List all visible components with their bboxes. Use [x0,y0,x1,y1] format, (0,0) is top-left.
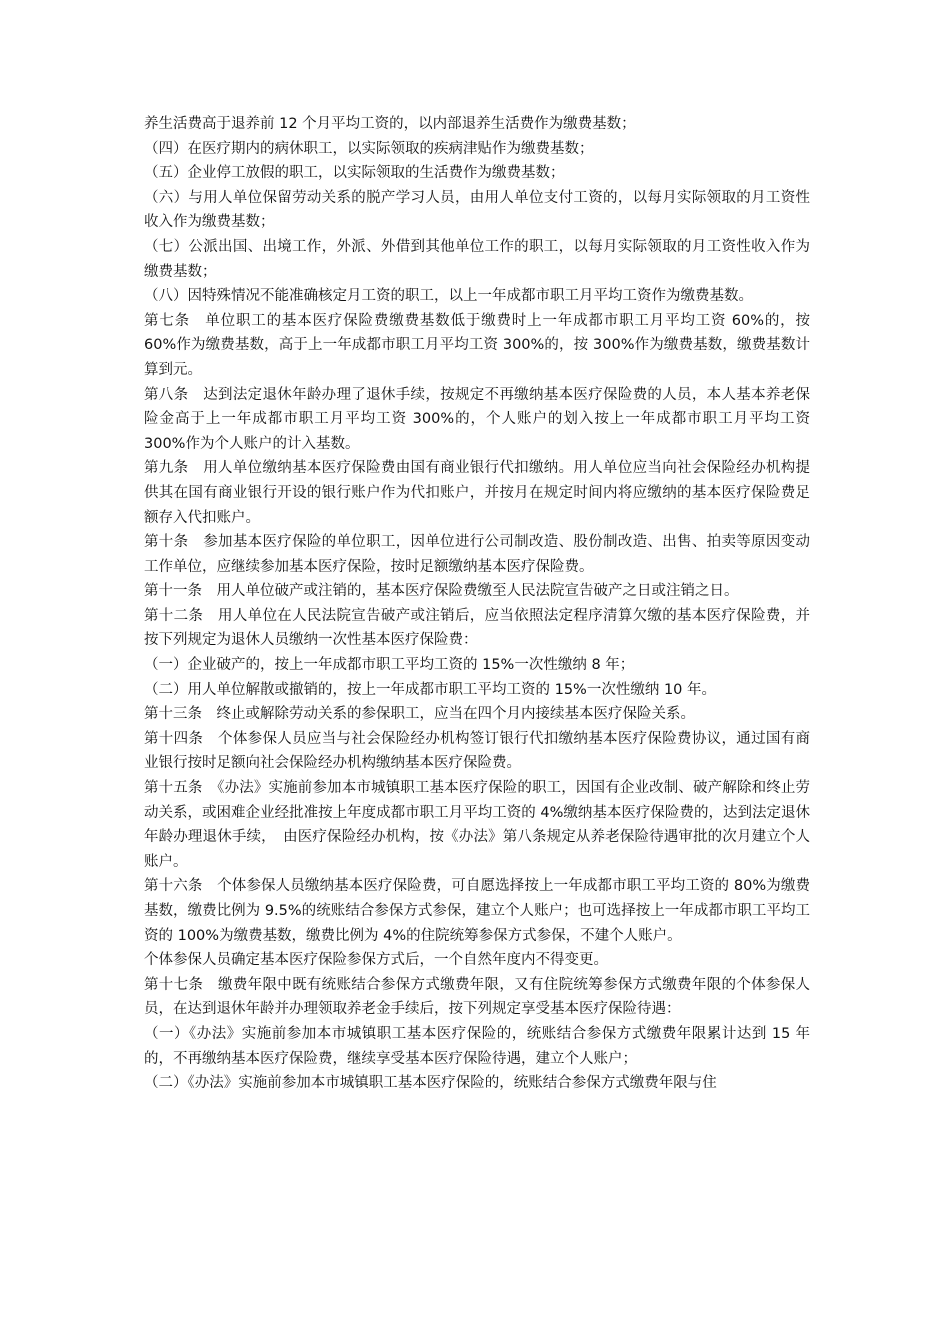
paragraph-item-5: （五）企业停工放假的职工，以实际领取的生活费作为缴费基数； [144,165,565,182]
paragraph-continuation: 养生活费高于退养前 12 个月平均工资的，以内部退养生活费作为缴费基数； [144,116,636,132]
article-15: 第十五条 《办法》实施前参加本市城镇职工基本医疗保险的职工，因国有企业改制、破产解除和终止劳动关系，或困难企业经批准按上年度成都市职工月平均工资的 4%缴纳基本医疗保险费的，达到法定退休年龄办理退休手续， 由医疗保险经办机构，按《办法》第八条规定从养老保险待遇审批的次月建立个人账户。 [144,780,810,870]
article-13: 第十三条 终止或解除劳动关系的参保职工，应当在四个月内接续基本医疗保险关系。 [144,706,695,723]
article-17-item-1: （一）《办法》实施前参加本市城镇职工基本医疗保险的，统账结合参保方式缴费年限累计达到 15 年的，不再缴纳基本医疗保险费，继续享受基本医疗保险待遇，建立个人账户； [144,1025,810,1067]
article-12-item-2: （二）用人单位解散或撤销的，按上一年成都市职工平均工资的 15%一次性缴纳 10 年。 [144,681,717,698]
paragraph-item-6: （六）与用人单位保留劳动关系的脱产学习人员，由用人单位支付工资的，以每月实际领取的月工资性收入作为缴费基数； [144,189,810,231]
article-7: 第七条 单位职工的基本医疗保险费缴费基数低于缴费时上一年成都市职工月平均工资 60%的，按 60%作为缴费基数，高于上一年成都市职工月平均工资 300%的，按 300%作为缴费基数，缴费基数计算到元。 [144,312,810,378]
document-body [144,112,810,1096]
article-12-item-1: （一）企业破产的，按上一年成都市职工平均工资的 15%一次性缴纳 8 年； [144,657,635,674]
paragraph-item-8: （八）因特殊情况不能准确核定月工资的职工，以上一年成都市职工月平均工资作为缴费基数。 [144,288,753,305]
article-16: 第十六条 个体参保人员缴纳基本医疗保险费，可自愿选择按上一年成都市职工平均工资的 80%为缴费基数，缴费比例为 9.5%的统账结合参保方式参保，建立个人账户；也可选择按上一年成都市职工平均工资的 100%为缴费基数，缴费比例为 4%的住院统筹参保方式参保，不建个人账户。 [144,878,810,944]
article-17-item-2: （二）《办法》实施前参加本市城镇职工基本医疗保险的，统账结合参保方式缴费年限与住 [144,1075,717,1092]
article-11: 第十一条 用人单位破产或注销的，基本医疗保险费缴至人民法院宣告破产之日或注销之日。 [144,583,739,600]
article-12: 第十二条 用人单位在人民法院宣告破产或注销后，应当依照法定程序清算欠缴的基本医疗保险费，并按下列规定为退休人员缴纳一次性基本医疗保险费： [144,607,810,649]
paragraph-item-7: （七）公派出国、出境工作，外派、外借到其他单位工作的职工，以每月实际领取的月工资性收入作为缴费基数； [144,238,810,280]
article-8: 第八条 达到法定退休年龄办理了退休手续，按规定不再缴纳基本医疗保险费的人员，本人基本养老保险金高于上一年成都市职工月平均工资 300%的，个人账户的划入按上一年成都市职工月平均工资 300%作为个人账户的计入基数。 [144,386,810,452]
article-10: 第十条 参加基本医疗保险的单位职工，因单位进行公司制改造、股份制改造、出售、拍卖等原因变动工作单位，应继续参加基本医疗保险，按时足额缴纳基本医疗保险费。 [144,534,810,575]
article-16-note: 个体参保人员确定基本医疗保险参保方式后，一个自然年度内不得变更。 [144,952,608,969]
article-14: 第十四条 个体参保人员应当与社会保险经办机构签订银行代扣缴纳基本医疗保险费协议，通过国有商业银行按时足额向社会保险经办机构缴纳基本医疗保险费。 [144,730,810,772]
article-17: 第十七条 缴费年限中既有统账结合参保方式缴费年限，又有住院统筹参保方式缴费年限的个体参保人员，在达到退休年龄并办理领取养老金手续后，按下列规定享受基本医疗保险待遇： [144,976,810,1018]
paragraph-item-4: （四）在医疗期内的病休职工，以实际领取的疾病津贴作为缴费基数； [144,140,594,157]
article-9: 第九条 用人单位缴纳基本医疗保险费由国有商业银行代扣缴纳。用人单位应当向社会保险经办机构提供其在国有商业银行开设的银行账户作为代扣账户，并按月在规定时间内将应缴纳的基本医疗保险费足额存入代扣账户。 [144,460,810,526]
